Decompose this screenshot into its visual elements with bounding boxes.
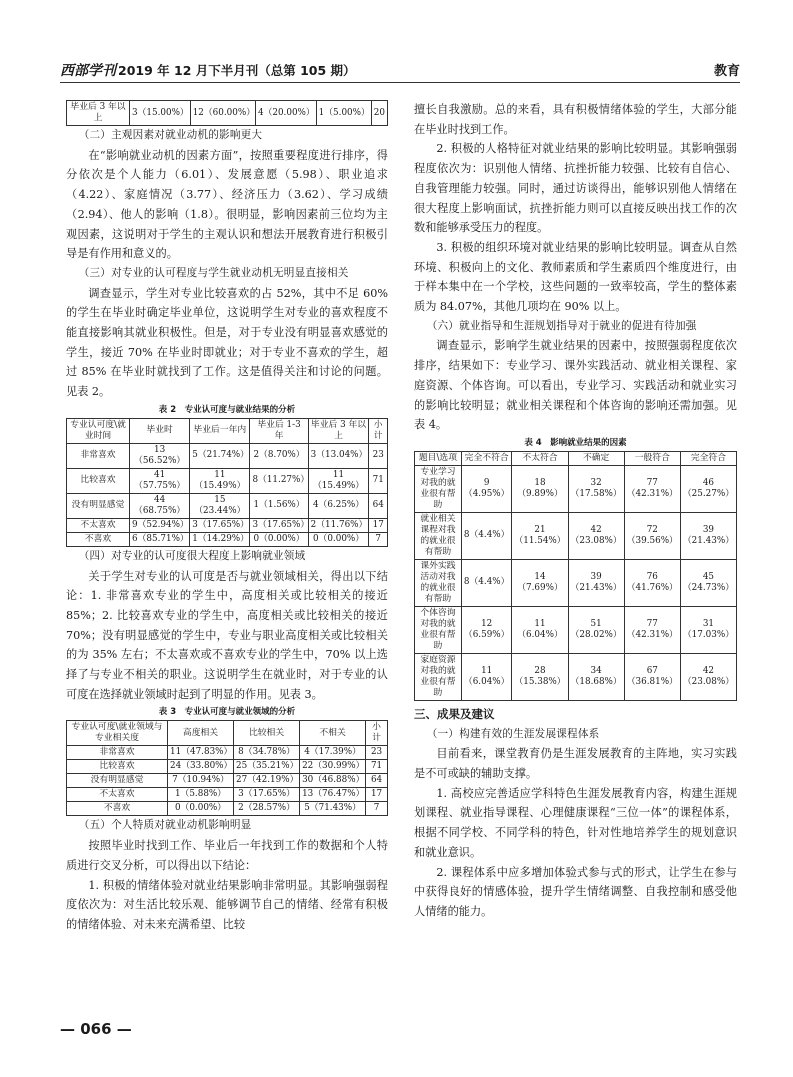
table-row xyxy=(415,512,737,559)
table-cell: 3（17.65%） xyxy=(250,518,308,532)
paragraph: 2. 课程体系中应多增加体验式参与式的形式，让学生在参与中获得良好的情感体验，提升学生情绪调整、自我控制和感受他人情绪的能力。 xyxy=(414,865,737,918)
table-cell: 1（5.00%） xyxy=(316,101,371,126)
table-cell: 51（28.02%） xyxy=(568,606,624,653)
table-cell: 12（6.59%） xyxy=(461,606,512,653)
paragraph: 1. 积极的情绪体验对就业结果影响非常明显。其影响强弱程度依次为：对生活比较乐观、能够调节自己的情绪、经常有积极的情绪体验、对未来充满希望、比较 xyxy=(66,878,388,931)
table-cell: 11（6.04%） xyxy=(512,606,568,653)
table-cell: 专业学习对我的就业很有帮助 xyxy=(415,465,462,512)
table-cell: 11（6.04%） xyxy=(461,653,512,700)
paragraph: 擅长自我激励。总的来看，具有积极情绪体验的学生，大部分能在毕业时找到工作。 xyxy=(414,103,737,136)
table-header-row xyxy=(415,451,737,465)
table-cell: 4（6.25%） xyxy=(308,493,369,518)
table-row xyxy=(67,802,388,816)
table-cell: 67（36.81%） xyxy=(624,653,680,700)
column-header: 毕业后 1-3 年 xyxy=(250,418,308,443)
table-cell: 8（4.4%） xyxy=(461,559,512,606)
table-cell: 4（20.00%） xyxy=(255,101,316,126)
column-header: 小计 xyxy=(369,418,388,443)
paragraph: 在“影响就业动机的因素方面”，按照重要程度进行排序，得分依次是个人能力（6.01）、发展意愿（5.98）、职业追求（4.22）、家庭情况（3.77）、经济压力（3.62）、学习成绩（2.94）、他人的影响（1.8）。很明显，影响因素前三位均为主观因素，这说明对于学生的主观认识和想法开展教育进行积极引导是有作用和意义的。 xyxy=(66,148,388,261)
table-cell: 23 xyxy=(369,443,388,468)
table-cell: 13（76.47%） xyxy=(300,788,366,802)
table-row xyxy=(67,774,388,788)
table-cell: 23 xyxy=(366,746,388,760)
column-header: 毕业时 xyxy=(130,418,190,443)
table-caption: 表 3 专业认可度与就业领域的分析 xyxy=(158,707,296,718)
table-cell: 64 xyxy=(366,774,388,788)
table-cell: 32（17.58%） xyxy=(568,465,624,512)
paragraph: 目前看来，课堂教育仍是生涯发展教育的主阵地，实习实践是不可或缺的辅助支撑。 xyxy=(414,747,737,781)
paragraph: 3. 积极的组织环境对就业结果的影响比较明显。调查从自然环境、积极向上的文化、教师素质和学生素质四个维度进行，由于样本集中在一个学校，这些问题的一致率较高，学生的整体素质为 84.07%，其他几项均在 90% 以上。 xyxy=(414,240,737,314)
table-cell: 非常喜欢 xyxy=(67,443,130,468)
table-cell: 11（15.49%） xyxy=(190,468,250,493)
column-header: 专业认可度\就业领域与专业相关度 xyxy=(67,721,168,746)
column-header: 毕业后一年内 xyxy=(190,418,250,443)
table-row xyxy=(415,653,737,700)
table-cell: 0（0.00%） xyxy=(168,802,234,816)
left-column xyxy=(66,100,388,935)
table-cell: 34（18.68%） xyxy=(568,653,624,700)
table-cell: 20 xyxy=(371,101,387,126)
table-cell: 课外实践活动对我的就业很有帮助 xyxy=(415,559,462,606)
table-row xyxy=(67,760,388,774)
table-header-row xyxy=(67,418,388,443)
table-cell: 41（57.75%） xyxy=(130,468,190,493)
column-header: 题目\选项 xyxy=(415,451,462,465)
table-row xyxy=(67,443,388,468)
column-header: 高度相关 xyxy=(168,721,234,746)
table-2 xyxy=(66,418,388,547)
table-cell: 毕业后 3 年以上 xyxy=(67,101,130,126)
table-cell: 不太喜欢 xyxy=(67,518,130,532)
table-cell: 15（23.44%） xyxy=(190,493,250,518)
paragraph: 1. 高校应完善适应学科特色生涯发展教育内容，构建生涯规划课程、就业指导课程、心理健康课程“三位一体”的课程体系，根据不同学校、不同学科的特色，针对性地培养学生的规划意识和就业意识。 xyxy=(414,786,737,859)
table-cell: 家庭资源对我的就业很有帮助 xyxy=(415,653,462,700)
table-cell: 9（4.95%） xyxy=(461,465,512,512)
table-cell: 24（33.80%） xyxy=(168,760,234,774)
table-cell: 2（11.76%） xyxy=(308,518,369,532)
journal-header xyxy=(60,60,356,80)
section-heading: （五）个人特质对就业动机影响明显 xyxy=(78,819,252,832)
section-heading: （三）对专业的认可程度与学生就业动机无明显直接相关 xyxy=(78,266,349,279)
table-cell: 0（0.00%） xyxy=(250,532,308,546)
column-header: 不确定 xyxy=(568,451,624,465)
journal-brand: 西部学刊 xyxy=(60,63,116,79)
table-cell: 9（52.94%） xyxy=(130,518,190,532)
section-heading: （四）对专业的认可度很大程度上影响就业领域 xyxy=(78,549,306,562)
table-cell: 42（23.08%） xyxy=(680,653,736,700)
table-cell: 不太喜欢 xyxy=(67,788,168,802)
section-name: 教育 xyxy=(713,64,740,79)
table-cell: 7 xyxy=(369,532,388,546)
table-cell: 4（17.39%） xyxy=(300,746,366,760)
table-cell: 71 xyxy=(369,468,388,493)
table-cell: 30（46.88%） xyxy=(300,774,366,788)
issue-info: 2019 年 12 月下半月刊（总第 105 期） xyxy=(118,63,356,78)
table-cell: 22（30.99%） xyxy=(300,760,366,774)
table-cell: 18（9.89%） xyxy=(512,465,568,512)
table-cell: 42（23.08%） xyxy=(568,512,624,559)
section-heading: （二）主观因素对就业动机的影响更大 xyxy=(78,129,263,141)
table-cell: 1（14.29%） xyxy=(190,532,250,546)
table-cell: 72（39.56%） xyxy=(624,512,680,559)
column-header: 不太符合 xyxy=(512,451,568,465)
table-cell: 25（35.21%） xyxy=(234,760,300,774)
table-3 xyxy=(66,720,388,816)
table-cell: 28（15.38%） xyxy=(512,653,568,700)
table-row xyxy=(415,606,737,653)
table-cell: 31（17.03%） xyxy=(680,606,736,653)
table-cell: 2（8.70%） xyxy=(250,443,308,468)
paragraph: 关于学生对专业的认可度是否与就业领域相关，得出以下结论：1. 非常喜欢专业的学生中，高度相关或比较相关的接近 85%；2. 比较喜欢专业的学生中，高度相关或比较相关的接近 70%；没有明显感觉的学生中，专业与职业高度相关或比较相关的为 35% 左右；不太喜欢或不喜欢专业的学生中，70% 以上选择了与专业不相关的职业。这说明学生在就业时，对于专业的认可度在选择就业领域时起到了明显的作用。见表 3。 xyxy=(66,569,388,701)
section-heading: （六）就业指导和生涯规划指导对于就业的促进有待加强 xyxy=(426,319,697,332)
table-cell: 8（34.78%） xyxy=(234,746,300,760)
table-cell: 5（21.74%） xyxy=(190,443,250,468)
table-cell: 没有明显感觉 xyxy=(67,774,168,788)
table-cell: 8（11.27%） xyxy=(250,468,308,493)
table-cell: 个体咨询对我的就业很有帮助 xyxy=(415,606,462,653)
table-cell: 14（7.69%） xyxy=(512,559,568,606)
table-cell: 45（24.73%） xyxy=(680,559,736,606)
paragraph: 调查显示，学生对专业比较喜欢的占 52%，其中不足 60% 的学生在毕业时确定毕业单位，这说明学生对专业的喜欢程度不能直接影响其就业积极性。但是，对于专业没有明显喜欢感觉的学生，接近 70% 在毕业时即就业；对于专业不喜欢的学生，超过 85% 在毕业时就找到了工作。这是值得关注和讨论的问题。见表 2。 xyxy=(66,286,388,399)
table-cell: 39（21.43%） xyxy=(568,559,624,606)
table-caption: 表 2 专业认可度与就业结果的分析 xyxy=(158,404,296,415)
column-header: 专业认可度\就业时间 xyxy=(67,418,130,443)
table-cell: 3（13.04%） xyxy=(308,443,369,468)
table-cell: 77（42.31%） xyxy=(624,606,680,653)
paragraph: 2. 积极的人格特征对就业结果的影响比较明显。其影响强弱程度依次为：识别他人情绪、抗挫折能力较强、比较有自信心、自我管理能力较强。同时，通过访谈得出，能够识别他人情绪在很大程度上影响面试，抗挫折能力则可以直接反映出找工作的次数和能够承受压力的程度。 xyxy=(414,142,737,235)
chapter-heading: 三、成果及建议 xyxy=(414,706,495,721)
table-row xyxy=(67,468,388,493)
table1-tail xyxy=(66,100,388,126)
table-cell: 3（15.00%） xyxy=(130,101,191,126)
table-cell: 非常喜欢 xyxy=(67,746,168,760)
table-row xyxy=(67,101,388,126)
paragraph: 按照毕业时找到工作、毕业后一年找到工作的数据和个人特质进行交叉分析，可以得出以下结论： xyxy=(66,839,388,872)
table-cell: 77（42.31%） xyxy=(624,465,680,512)
table-cell: 17 xyxy=(366,788,388,802)
table-row xyxy=(67,788,388,802)
table-cell: 64 xyxy=(369,493,388,518)
table-cell: 1（1.56%） xyxy=(250,493,308,518)
table-cell: 7 xyxy=(366,802,388,816)
table-cell: 比较喜欢 xyxy=(67,760,168,774)
table-cell: 13（56.52%） xyxy=(130,443,190,468)
table-cell: 没有明显感觉 xyxy=(67,493,130,518)
column-header: 一般符合 xyxy=(624,451,680,465)
table-row xyxy=(415,465,737,512)
table-cell: 0（0.00%） xyxy=(308,532,369,546)
table-cell: 71 xyxy=(366,760,388,774)
table-cell: 6（85.71%） xyxy=(130,532,190,546)
table-cell: 2（28.57%） xyxy=(234,802,300,816)
table-caption: 表 4 影响就业结果的因素 xyxy=(524,437,627,448)
table-row xyxy=(415,559,737,606)
table-cell: 不喜欢 xyxy=(67,532,130,546)
table-cell: 27（42.19%） xyxy=(234,774,300,788)
table-row xyxy=(67,518,388,532)
table-cell: 76（41.76%） xyxy=(624,559,680,606)
table-row xyxy=(67,493,388,518)
table-cell: 12（60.00%） xyxy=(190,101,255,126)
table-cell: 11（15.49%） xyxy=(308,468,369,493)
column-header: 完全不符合 xyxy=(461,451,512,465)
table-cell: 46（25.27%） xyxy=(680,465,736,512)
table-4 xyxy=(414,451,737,701)
table-cell: 8（4.4%） xyxy=(461,512,512,559)
table-cell: 3（17.65%） xyxy=(234,788,300,802)
column-header: 小计 xyxy=(366,721,388,746)
column-header: 不相关 xyxy=(300,721,366,746)
table-cell: 7（10.94%） xyxy=(168,774,234,788)
table-cell: 5（71.43%） xyxy=(300,802,366,816)
table-cell: 39（21.43%） xyxy=(680,512,736,559)
column-header: 毕业后 3 年以上 xyxy=(308,418,369,443)
page-header xyxy=(60,58,740,83)
table-cell: 21（11.54%） xyxy=(512,512,568,559)
table-cell: 44（68.75%） xyxy=(130,493,190,518)
section-heading: （一）构建有效的生涯发展课程体系 xyxy=(426,727,600,740)
table-cell: 3（17.65%） xyxy=(190,518,250,532)
table-row xyxy=(67,746,388,760)
table-cell: 比较喜欢 xyxy=(67,468,130,493)
table-cell: 不喜欢 xyxy=(67,802,168,816)
paragraph: 调查显示，影响学生就业结果的因素中，按照强弱程度依次排序，结果如下：专业学习、课外实践活动、就业相关课程、家庭资源、个体咨询。可以看出，专业学习、实践活动和就业实习的影响比较明显；就业相关课程和个体咨询的影响还需加强。见表 4。 xyxy=(414,339,737,432)
table-cell: 就业相关课程对我的就业很有帮助 xyxy=(415,512,462,559)
table-cell: 17 xyxy=(369,518,388,532)
table-cell: 1（5.88%） xyxy=(168,788,234,802)
right-column xyxy=(414,100,737,922)
table-header-row xyxy=(67,721,388,746)
page-number: — 066 — xyxy=(60,1020,132,1038)
table-cell: 11（47.83%） xyxy=(168,746,234,760)
column-header: 完全符合 xyxy=(680,451,736,465)
column-header: 比较相关 xyxy=(234,721,300,746)
table-row xyxy=(67,532,388,546)
